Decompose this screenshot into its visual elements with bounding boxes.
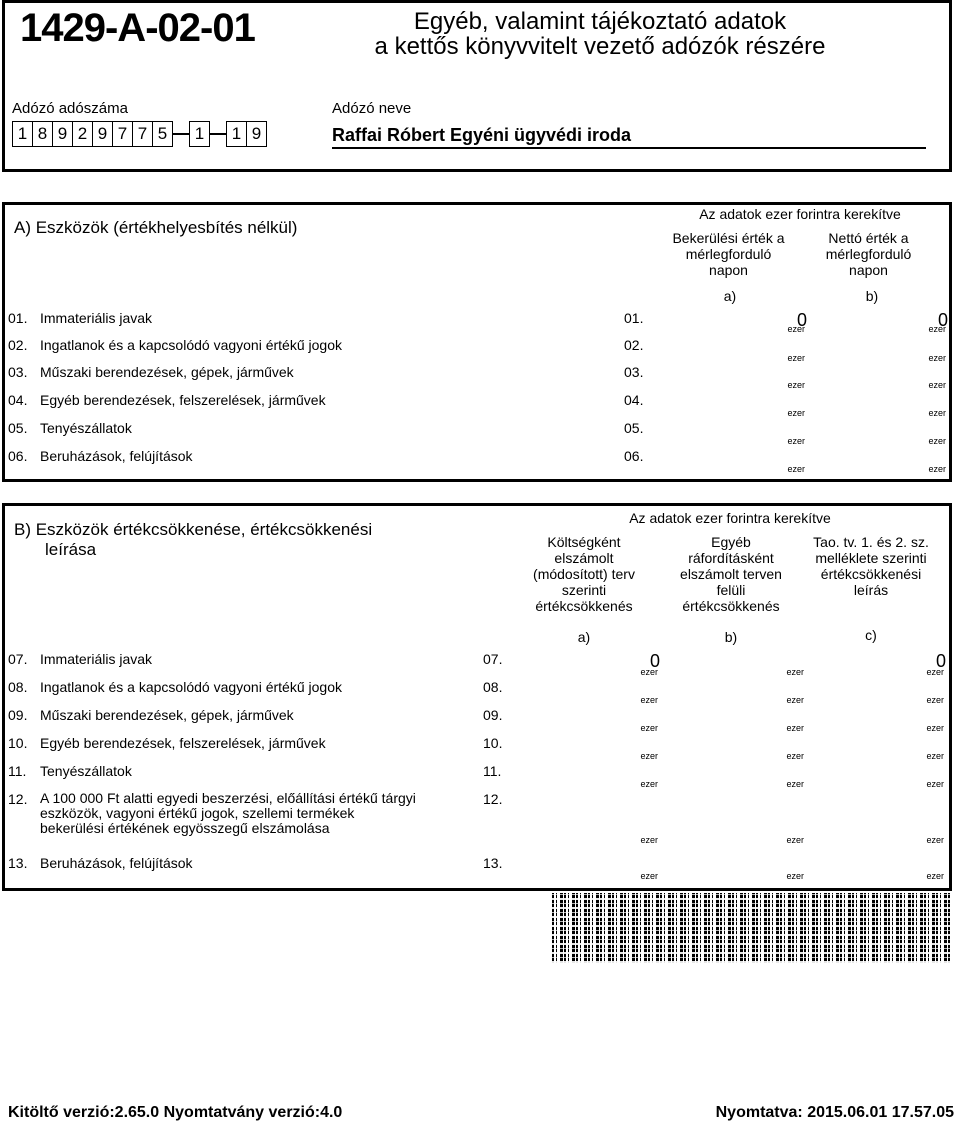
amount-field-a[interactable]: [518, 767, 660, 789]
row-number: 09.: [8, 707, 28, 723]
amount-value: 0: [649, 651, 660, 671]
section-b-col-b-header: Egyéb ráfordításként elszámolt terven felüli értékcsökkenés: [680, 534, 782, 614]
amount-field-a[interactable]: [518, 795, 660, 845]
row-code: 10.: [483, 735, 503, 751]
amount-value: 0: [937, 310, 948, 330]
row-code: 03.: [624, 364, 644, 380]
row-number: 01.: [8, 310, 28, 326]
section-b-title: [14, 520, 372, 560]
section-a-col-b-letter: b): [865, 288, 879, 304]
row-code: 02.: [624, 337, 644, 353]
unit-label: ezer: [787, 380, 805, 390]
section-b-col-c-header: Tao. tv. 1. és 2. sz. melléklete szerinti értékcsökkenési leírás: [813, 534, 929, 598]
row-code: 13.: [483, 855, 503, 871]
amount-field-c[interactable]: [804, 795, 946, 845]
row-number: 03.: [8, 364, 28, 380]
unit-label: ezer: [786, 835, 804, 845]
tax-number-digit: 9: [52, 121, 72, 147]
row-label: A 100 000 Ft alatti egyedi beszerzési, előállítási értékű tárgyi eszközök, vagyoni értékű jogok, szellemi termékek bekerülési értékének egyösszegű elszámolása: [40, 790, 416, 836]
section-a-rounding-note: Az adatok ezer forintra kerekítve: [699, 206, 901, 222]
row-label: Tenyészállatok: [40, 763, 132, 779]
unit-label: ezer: [640, 667, 658, 677]
amount-field-b[interactable]: [806, 368, 948, 390]
amount-field-a[interactable]: [518, 711, 660, 733]
amount-field-a[interactable]: [518, 651, 660, 677]
unit-label: ezer: [786, 695, 804, 705]
footer-printed: Nyomtatva: 2015.06.01 17.57.05: [715, 1104, 954, 1121]
section-a-col-b-header: Nettó érték a mérlegforduló napon: [825, 230, 912, 278]
unit-label: ezer: [640, 695, 658, 705]
unit-label: ezer: [926, 779, 944, 789]
unit-label: ezer: [786, 667, 804, 677]
row-number: 12.: [8, 791, 28, 807]
row-code: 07.: [483, 651, 503, 667]
amount-field-b[interactable]: [806, 396, 948, 418]
tax-number-digit: 7: [132, 121, 152, 147]
section-a-title: A) Eszközök (értékhelyesbítés nélkül): [14, 218, 298, 237]
row-code: 06.: [624, 448, 644, 464]
row-number: 04.: [8, 392, 28, 408]
unit-label: ezer: [926, 871, 944, 881]
section-a-col-a-letter: a): [723, 288, 737, 304]
row-number: 08.: [8, 679, 28, 695]
tax-number-group3: [226, 121, 267, 147]
section-b-title-line2: leírása: [45, 540, 97, 559]
row-label: Egyéb berendezések, felszerelések, járművek: [40, 735, 326, 751]
unit-label: ezer: [640, 835, 658, 845]
section-b-col-b-letter: b): [724, 629, 738, 645]
row-code: 08.: [483, 679, 503, 695]
tax-number-digit: 1: [189, 121, 210, 147]
amount-field-c[interactable]: [804, 739, 946, 761]
section-b-col-a-header: Költségként elszámolt (módosított) terv szerinti értékcsökkenés: [533, 534, 635, 614]
unit-label: ezer: [926, 667, 944, 677]
unit-label: ezer: [928, 436, 946, 446]
row-code: 12.: [483, 791, 503, 807]
amount-field-b[interactable]: [664, 655, 806, 677]
row-label: Beruházások, felújítások: [40, 855, 193, 871]
unit-label: ezer: [926, 751, 944, 761]
unit-label: ezer: [928, 324, 946, 334]
amount-field-a[interactable]: [665, 424, 807, 446]
amount-value: 0: [796, 310, 807, 330]
unit-label: ezer: [787, 353, 805, 363]
section-a-col-a-header: Bekerülési érték a mérlegforduló napon: [672, 230, 785, 278]
unit-label: ezer: [786, 723, 804, 733]
amount-field-a[interactable]: [665, 310, 807, 336]
unit-label: ezer: [640, 723, 658, 733]
amount-field-b[interactable]: [664, 795, 806, 845]
section-b-title-line1: B) Eszközök értékcsökkenése, értékcsökkenési: [14, 520, 373, 539]
row-code: 04.: [624, 392, 644, 408]
row-number: 11.: [8, 763, 27, 779]
unit-label: ezer: [926, 723, 944, 733]
row-label: Egyéb berendezések, felszerelések, járművek: [40, 392, 326, 408]
form-title-line1: Egyéb, valamint tájékoztató adatok: [413, 8, 787, 35]
row-label: Immateriális javak: [40, 651, 153, 667]
amount-field-b[interactable]: [664, 711, 806, 733]
taxpayer-name-label: Adózó neve: [332, 100, 412, 117]
tax-number-digit: 1: [226, 121, 246, 147]
amount-field-a[interactable]: [518, 739, 660, 761]
row-number: 02.: [8, 337, 28, 353]
tax-number-digit: 8: [32, 121, 52, 147]
amount-field-a[interactable]: [665, 368, 807, 390]
amount-field-c[interactable]: [804, 651, 946, 677]
row-label: Műszaki berendezések, gépek, járművek: [40, 707, 294, 723]
tax-number-digit: 1: [12, 121, 32, 147]
amount-field-b[interactable]: [664, 767, 806, 789]
barcode-pattern: [552, 893, 952, 963]
unit-label: ezer: [928, 380, 946, 390]
amount-field-b[interactable]: [664, 683, 806, 705]
tax-number-digit: 9: [246, 121, 267, 147]
row-code: 05.: [624, 420, 644, 436]
footer-version: Kitöltő verzió:2.65.0 Nyomtatvány verzió:4.0: [8, 1104, 343, 1121]
amount-field-c[interactable]: [804, 767, 946, 789]
tax-number-separator: [210, 133, 226, 135]
row-number: 07.: [8, 651, 28, 667]
unit-label: ezer: [786, 751, 804, 761]
amount-field-c[interactable]: [804, 683, 946, 705]
amount-field-b[interactable]: [806, 310, 948, 336]
amount-value: 0: [935, 651, 946, 671]
row-label: Immateriális javak: [40, 310, 153, 326]
tax-number-field[interactable]: [12, 121, 267, 147]
row-label: Beruházások, felújítások: [40, 448, 193, 464]
unit-label: ezer: [926, 695, 944, 705]
amount-field-a[interactable]: [665, 341, 807, 363]
amount-field-b[interactable]: [806, 452, 948, 474]
unit-label: ezer: [640, 871, 658, 881]
unit-label: ezer: [787, 408, 805, 418]
row-label: Ingatlanok és a kapcsolódó vagyoni értékű jogok: [40, 337, 342, 353]
tax-number-digit: 9: [92, 121, 112, 147]
amount-field-b[interactable]: [664, 739, 806, 761]
row-number: 13.: [8, 855, 28, 871]
row-number: 05.: [8, 420, 28, 436]
unit-label: ezer: [928, 464, 946, 474]
amount-field-a[interactable]: [518, 683, 660, 705]
row-label: Műszaki berendezések, gépek, járművek: [40, 364, 294, 380]
barcode-image: [552, 893, 952, 963]
unit-label: ezer: [928, 353, 946, 363]
row-code: 09.: [483, 707, 503, 723]
tax-number-digit: 2: [72, 121, 92, 147]
amount-field-b[interactable]: [806, 424, 948, 446]
unit-label: ezer: [787, 324, 805, 334]
tax-number-separator: [173, 133, 189, 135]
unit-label: ezer: [787, 436, 805, 446]
tax-number-group1: [12, 121, 173, 147]
amount-field-a[interactable]: [518, 859, 660, 881]
row-number: 06.: [8, 448, 28, 464]
form-title: [300, 9, 900, 59]
form-title-line2: a kettős könyvvitelt vezető adózók részére: [374, 33, 826, 60]
row-label: Tenyészállatok: [40, 420, 132, 436]
unit-label: ezer: [928, 408, 946, 418]
section-b-col-c-letter: c): [865, 627, 877, 643]
form-id: 1429-A-02-01: [20, 6, 255, 50]
amount-field-a[interactable]: [665, 452, 807, 474]
unit-label: ezer: [640, 751, 658, 761]
taxpayer-name-field[interactable]: [332, 125, 926, 149]
amount-field-a[interactable]: [665, 396, 807, 418]
amount-field-b[interactable]: [664, 859, 806, 881]
amount-field-b[interactable]: [806, 341, 948, 363]
taxpayer-name-value: Raffai Róbert Egyéni ügyvédi iroda: [332, 125, 632, 145]
row-code: 01.: [624, 310, 644, 326]
tax-number-digit: 5: [152, 121, 173, 147]
unit-label: ezer: [786, 779, 804, 789]
amount-field-c[interactable]: [804, 859, 946, 881]
tax-number-group2: [189, 121, 210, 147]
unit-label: ezer: [787, 464, 805, 474]
tax-number-digit: 7: [112, 121, 132, 147]
section-b-rounding-note: Az adatok ezer forintra kerekítve: [629, 510, 831, 526]
amount-field-c[interactable]: [804, 711, 946, 733]
row-code: 11.: [483, 763, 502, 779]
row-label: Ingatlanok és a kapcsolódó vagyoni értékű jogok: [40, 679, 342, 695]
section-b-col-a-letter: a): [577, 629, 591, 645]
tax-number-label: Adózó adószáma: [12, 100, 128, 117]
unit-label: ezer: [640, 779, 658, 789]
unit-label: ezer: [786, 871, 804, 881]
unit-label: ezer: [926, 835, 944, 845]
row-number: 10.: [8, 735, 28, 751]
